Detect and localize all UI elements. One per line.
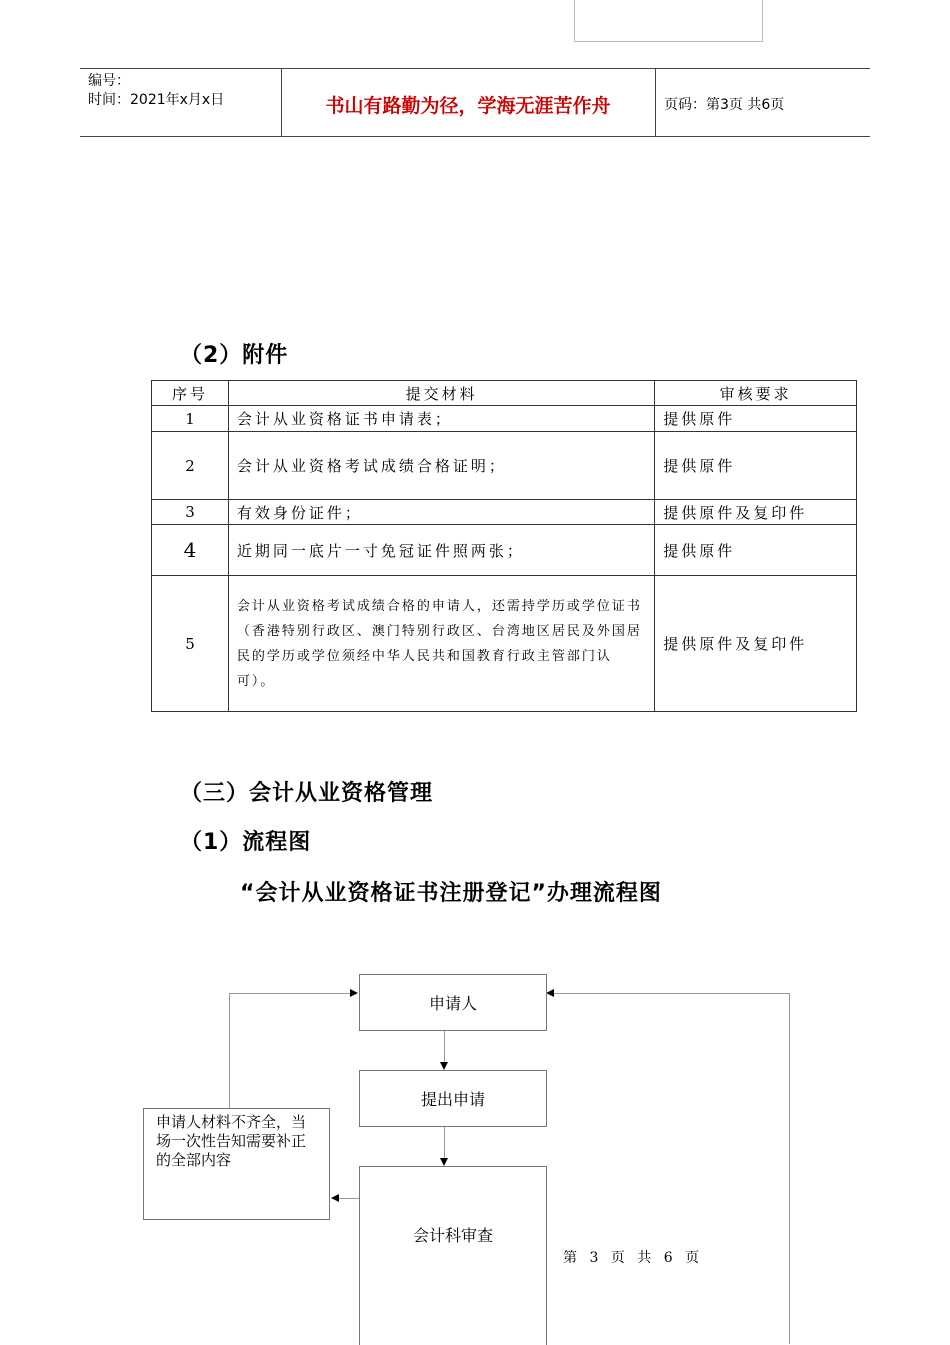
table-row bbox=[152, 525, 857, 576]
column-header-material: 提交材料 bbox=[228, 381, 654, 406]
header-bottom-rule bbox=[80, 136, 870, 137]
flow-box-submit bbox=[359, 1070, 547, 1127]
flow-line-right-top bbox=[553, 993, 789, 994]
corner-box bbox=[574, 0, 763, 42]
table-row bbox=[152, 406, 857, 432]
flow-box-submit-label: 提出申请 bbox=[420, 1090, 485, 1109]
row-requirement: 提供原件及复印件 bbox=[655, 576, 857, 712]
row-material: 有效身份证件； bbox=[228, 500, 654, 525]
flowchart-heading: （1）流程图 bbox=[180, 830, 312, 855]
table-header-row bbox=[152, 381, 857, 406]
attachment-heading: （2）附件 bbox=[180, 343, 289, 368]
row-requirement: 提供原件 bbox=[655, 525, 857, 576]
flow-line-right-vertical bbox=[789, 993, 790, 1344]
row-material: 会计从业资格证书申请表； bbox=[228, 406, 654, 432]
header-top-rule bbox=[80, 68, 870, 69]
flow-box-review-label: 会计科审查 bbox=[412, 1226, 493, 1245]
row-number: 1 bbox=[152, 406, 229, 432]
row-requirement: 提供原件 bbox=[655, 432, 857, 500]
arrow-down-icon bbox=[440, 1158, 448, 1166]
header-divider-right bbox=[655, 68, 656, 136]
page-footer: 第 3 页 共 6 页 bbox=[563, 1250, 704, 1266]
row-requirement: 提供原件及复印件 bbox=[655, 500, 857, 525]
flow-box-applicant-label: 申请人 bbox=[428, 994, 477, 1013]
arrow-left-icon bbox=[546, 989, 554, 997]
header-time-label: 时间：2021年x月x日 bbox=[88, 92, 225, 108]
arrow-down-icon bbox=[440, 1062, 448, 1070]
flow-line-left-top bbox=[229, 993, 352, 994]
row-material: 近期同一底片一寸免冠证件照两张； bbox=[228, 525, 654, 576]
row-material: 会计从业资格考试成绩合格证明； bbox=[228, 432, 654, 500]
header-page-info: 页码：第3页 共6页 bbox=[664, 97, 785, 113]
flowchart-title: “会计从业资格证书注册登记”办理流程图 bbox=[240, 881, 662, 906]
header-meta bbox=[88, 72, 224, 110]
flow-box-review bbox=[359, 1166, 547, 1345]
row-material: 会计从业资格考试成绩合格的申请人，还需持学历或学位证书（香港特别行政区、澳门特别行政区、台湾地区居民及外国居民的学历或学位须经中华人民共和国教育行政主管部门认可）。 bbox=[228, 576, 654, 712]
column-header-number: 序号 bbox=[152, 381, 229, 406]
row-number: 2 bbox=[152, 432, 229, 500]
flow-box-incomplete bbox=[143, 1108, 330, 1220]
row-number: 4 bbox=[152, 525, 229, 576]
arrow-right-icon bbox=[350, 989, 358, 997]
management-heading: （三）会计从业资格管理 bbox=[180, 781, 434, 806]
table-row bbox=[152, 500, 857, 525]
row-number: 3 bbox=[152, 500, 229, 525]
flow-line-applicant-submit bbox=[444, 1030, 445, 1062]
table-row bbox=[152, 432, 857, 500]
header-number-label: 编号： bbox=[88, 73, 130, 89]
column-header-requirement: 审核要求 bbox=[655, 381, 857, 406]
flow-line-review-incomplete bbox=[338, 1198, 359, 1199]
row-number: 5 bbox=[152, 576, 229, 712]
flow-box-applicant bbox=[359, 974, 547, 1031]
attachment-table bbox=[151, 380, 857, 712]
flow-line-submit-review bbox=[444, 1126, 445, 1158]
flow-line-left-vertical bbox=[229, 993, 230, 1109]
table-row bbox=[152, 576, 857, 712]
header-motto: 书山有路勤为径，学海无涯苦作舟 bbox=[325, 95, 611, 117]
row-requirement: 提供原件 bbox=[655, 406, 857, 432]
arrow-left-icon bbox=[331, 1194, 339, 1202]
flow-box-incomplete-label: 申请人材料不齐全，当场一次性告知需要补正的全部内容 bbox=[156, 1113, 307, 1169]
